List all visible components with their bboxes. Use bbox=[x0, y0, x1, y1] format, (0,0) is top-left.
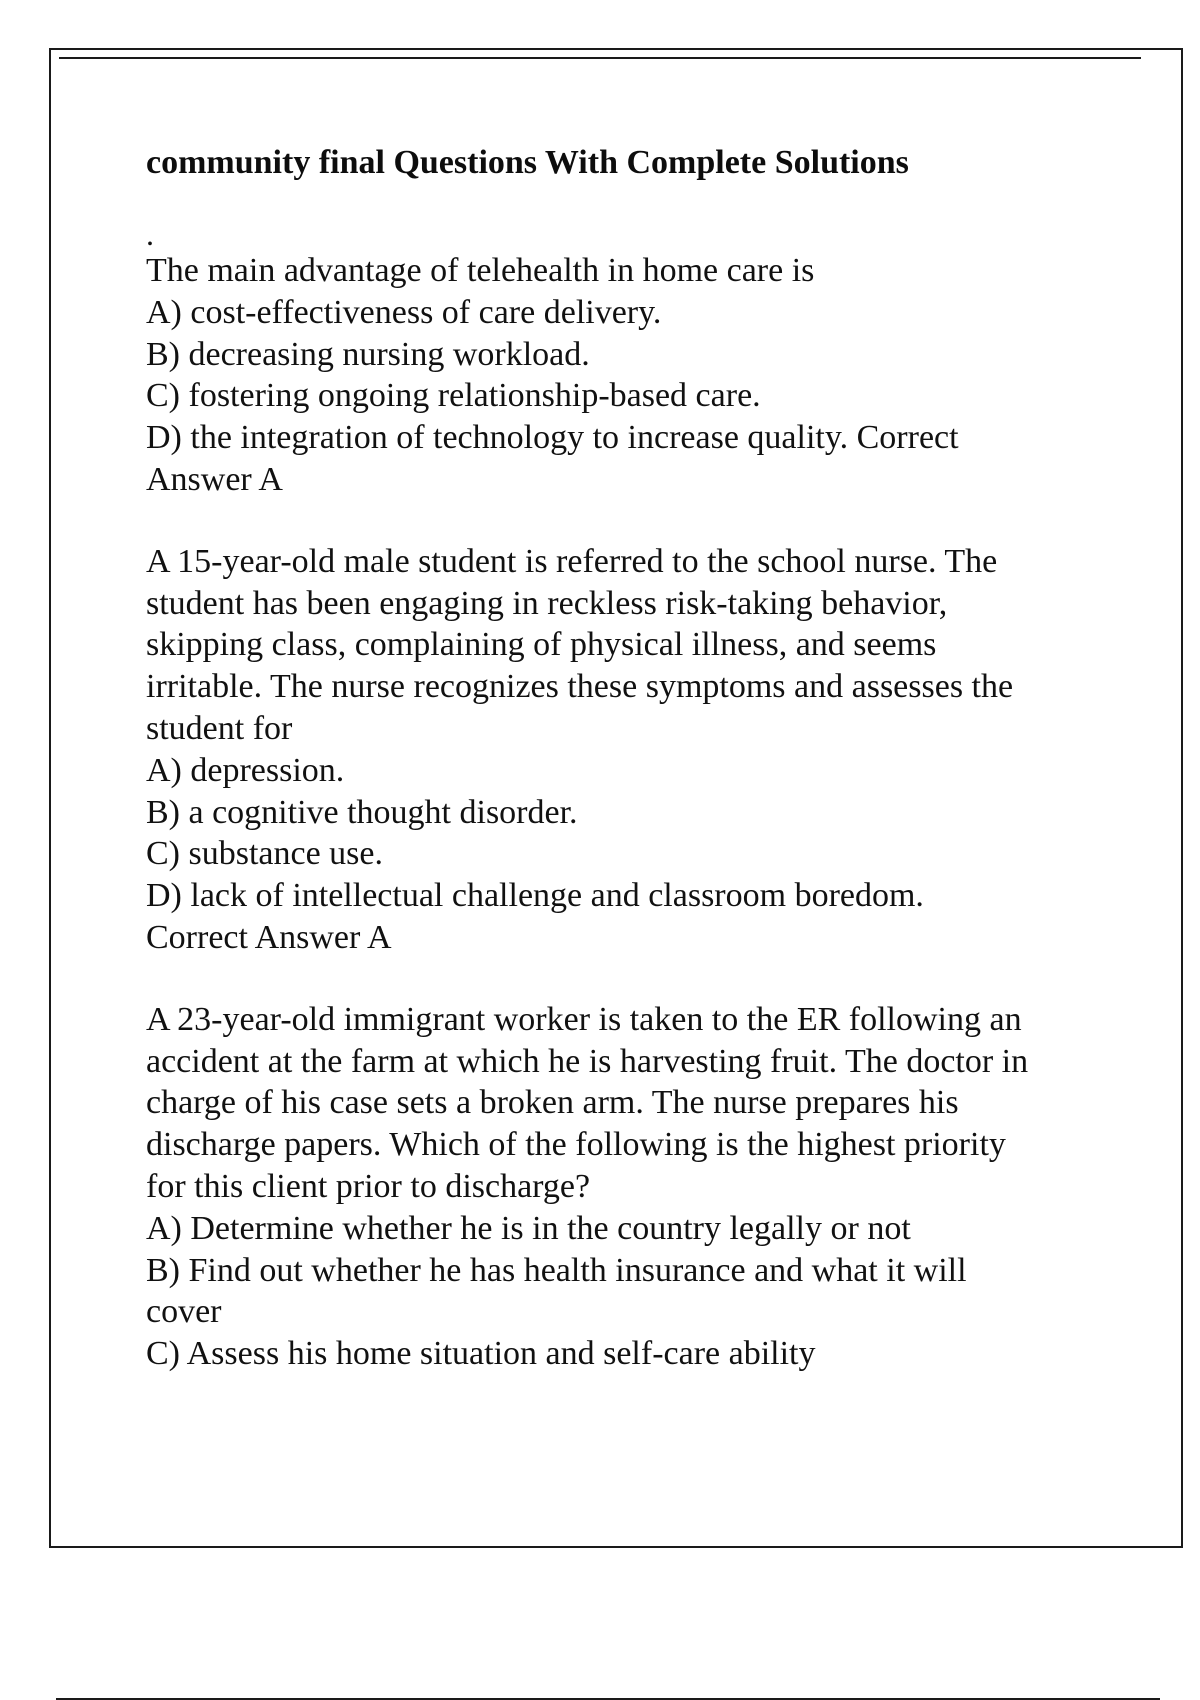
question-3-stem-line: accident at the farm at which he is harvesting fruit. The doctor in bbox=[146, 1042, 1029, 1080]
question-2-option-c: C) substance use. bbox=[146, 835, 384, 873]
question-2-option-a: A) depression. bbox=[146, 751, 345, 789]
question-1-option-c: C) fostering ongoing relationship-based care. bbox=[146, 377, 761, 415]
question-3-option-a: A) Determine whether he is in the country legally or not bbox=[146, 1209, 911, 1247]
question-1-option-a: A) cost-effectiveness of care delivery. bbox=[146, 293, 662, 331]
question-3 bbox=[146, 999, 1106, 1375]
document-title: community final Questions With Complete Solutions bbox=[146, 144, 909, 181]
question-2-stem-line: irritable. The nurse recognizes these symptoms and assesses the bbox=[146, 668, 1014, 706]
question-2-option-b: B) a cognitive thought disorder. bbox=[146, 793, 578, 831]
document-content bbox=[146, 142, 1106, 1375]
question-3-option-c: C) Assess his home situation and self-care ability bbox=[146, 1335, 816, 1373]
top-rule bbox=[59, 57, 1141, 59]
question-2-stem-line: A 15-year-old male student is referred to the school nurse. The bbox=[146, 542, 998, 580]
question-2-answer: Correct Answer A bbox=[146, 918, 392, 956]
question-1-answer: Answer A bbox=[146, 460, 283, 498]
question-2-stem-line: skipping class, complaining of physical illness, and seems bbox=[146, 626, 937, 664]
question-3-option-b-cont: cover bbox=[146, 1293, 222, 1331]
question-3-option-b: B) Find out whether he has health insurance and what it will bbox=[146, 1251, 967, 1289]
question-3-stem-line: for this client prior to discharge? bbox=[146, 1167, 591, 1205]
question-2-stem-line: student for bbox=[146, 709, 293, 747]
question-2 bbox=[146, 541, 1106, 959]
question-1-stem: The main advantage of telehealth in home care is bbox=[146, 252, 815, 289]
question-3-stem-line: discharge papers. Which of the following is the highest priority bbox=[146, 1126, 1006, 1164]
separator-dot: . bbox=[146, 216, 154, 252]
question-1 bbox=[146, 250, 1106, 501]
question-1-option-d: D) the integration of technology to increase quality. Correct bbox=[146, 419, 959, 457]
question-2-option-d: D) lack of intellectual challenge and classroom boredom. bbox=[146, 877, 924, 915]
question-3-stem-line: A 23-year-old immigrant worker is taken to the ER following an bbox=[146, 1000, 1022, 1038]
question-3-stem-line: charge of his case sets a broken arm. The nurse prepares his bbox=[146, 1084, 959, 1122]
question-1-option-b: B) decreasing nursing workload. bbox=[146, 335, 590, 373]
question-2-stem-line: student has been engaging in reckless risk-taking behavior, bbox=[146, 584, 948, 622]
